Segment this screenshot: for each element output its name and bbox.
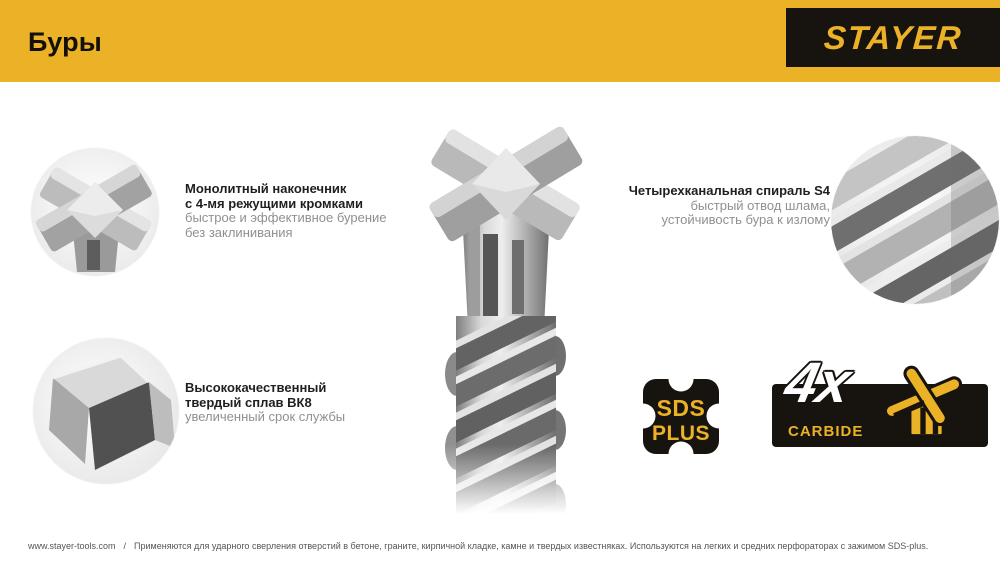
feature-title-line: твердый сплав ВК8 <box>185 394 312 410</box>
carbide-tip-icon <box>882 363 964 443</box>
page-title: Буры <box>28 27 103 57</box>
sds-plus-badge <box>640 374 722 458</box>
feature-title-line: Высококачественный <box>185 380 327 395</box>
feature-desc-line: устойчивость бура к излому <box>661 212 830 227</box>
brand-logo <box>786 8 1000 67</box>
drill-tip-closeup-photo <box>31 148 159 276</box>
carbide-4x-badge <box>772 351 988 447</box>
carbide-label: CARBIDE <box>788 423 864 440</box>
carbide-insert-closeup-photo <box>33 338 179 484</box>
footer-separator: / <box>123 541 127 551</box>
spiral-flute-closeup-photo <box>831 136 999 304</box>
brand-logo-text: STAYER <box>822 18 964 56</box>
feature-title-line: с 4-мя режущими кромками <box>185 195 364 211</box>
carbide-multiplier: 4x <box>779 351 857 415</box>
feature-desc-line: быстрый отвод шлама, <box>690 197 830 213</box>
sds-badge-line1: SDS <box>656 395 706 421</box>
footer <box>28 541 928 551</box>
feature-title-line: Монолитный наконечник <box>185 181 347 196</box>
feature-desc-line: без заклинивания <box>185 224 293 240</box>
footer-description: Применяются для ударного сверления отверстий в бетоне, граните, кирпичной кладке, камне и твердых известняках. Используются на легких и средних перфораторах с зажимом SDS-plus. <box>134 541 929 551</box>
header-bar <box>0 0 1000 82</box>
feature-text-alloy <box>185 381 345 425</box>
footer-url[interactable]: www.stayer-tools.com <box>28 541 116 551</box>
feature-title-line: Четырехканальная спираль S4 <box>628 183 830 198</box>
feature-desc-line: быстрое и эффективное бурение <box>185 210 387 225</box>
feature-desc-line: увеличенный срок службы <box>185 409 346 424</box>
drill-bit-photo <box>426 118 586 522</box>
feature-text-tip <box>185 182 387 240</box>
feature-text-spiral <box>629 184 830 228</box>
sds-badge-line2: PLUS <box>651 422 711 445</box>
